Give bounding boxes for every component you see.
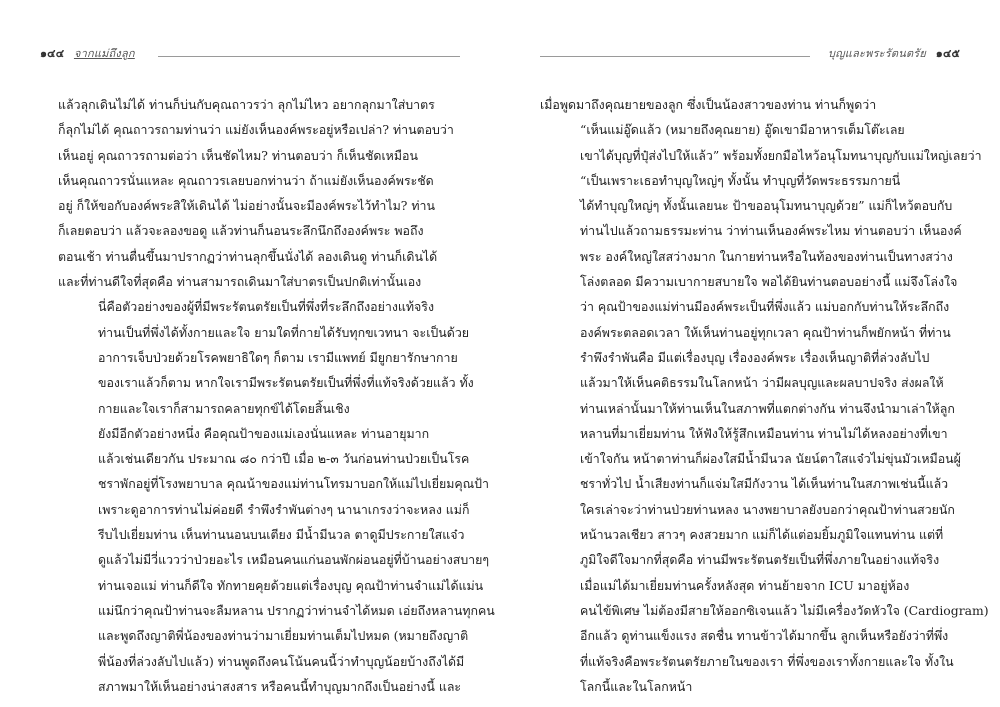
text-line: เห็นคุณถาวรนั่นแหละ คุณถาวรเลยบอกท่านว่า ถ้าแม่ยังเห็นองค์พระชัด <box>58 172 434 188</box>
left-body-text <box>58 92 495 699</box>
text-line: แล้วเช่นเดียวกัน ประมาณ ๘๐ กว่าปี เมื่อ ๒-๓ วันก่อนท่านป่วยเป็นโรค <box>98 451 470 467</box>
right-running-header <box>540 44 960 62</box>
text-line: แม่นึกว่าคุณป้าท่านจะลืมหลาน ปรากฏว่าท่านจำได้หมด เอ่ยถึงหลานทุกคน <box>98 602 495 618</box>
text-line: ที่แท้จริงคือพระรัตนตรัยภายในของเรา ที่พึ่งของเราทั้งกายและใจ ทั้งใน <box>580 653 954 669</box>
text-line: ท่านเหล่านั้นมาให้ท่านเห็นในสภาพที่แตกต่างกัน ท่านจึงนำมาเล่าให้ลูก <box>580 400 955 416</box>
paragraph <box>540 117 982 168</box>
text-line: โล่งตลอด มีความเบากายสบายใจ พอได้ยินท่านตอบอย่างนี้ แม่จึงโล่งใจ <box>580 274 958 290</box>
text-line: ท่านเจอแม่ ท่านก็ดีใจ ทักทายคุยด้วยแต่เรื่องบุญ คุณป้าท่านจำแม่ได้แม่น <box>98 577 484 593</box>
text-line: และพูดถึงญาติพี่น้องของท่านว่ามาเยี่ยมท่านเต็มไปหมด (หมายถึงญาติ <box>98 628 469 644</box>
text-line: ท่านเป็นที่พึ่งได้ทั้งกายและใจ ยามใดที่กายได้รับทุกขเวทนา จะเป็นด้วย <box>98 324 470 340</box>
text-line: อาการเจ็บป่วยด้วยโรคพยาธิใดๆ ก็ตาม เรามีแพทย์ มียูกยารักษากาย <box>98 349 458 365</box>
left-running-header <box>40 44 460 62</box>
right-page <box>500 0 1000 707</box>
text-line: กายและใจเราก็สามารถคลายทุกข์ได้โดยสิ้นเชิง <box>98 400 350 416</box>
text-line: อยู่ ก็ให้ขอกับองค์พระสิให้เดินได้ ไม่อย่างนั้นจะมีองค์พระไว้ทำไม? ท่าน <box>58 198 435 214</box>
text-line: สภาพมาให้เห็นอย่างน่าสงสาร หรือคนนี้ทำบุญมากถึงเป็นอย่างนี้ และ <box>98 678 462 694</box>
text-line: ได้ทำบุญใหญ่ๆ ทั้งนั้นเลยนะ ป้าขออนุโมทนาบุญด้วย” แม่ก็ไหว้ตอบกับ <box>580 198 953 214</box>
paragraph <box>540 168 962 573</box>
paragraph <box>58 294 474 420</box>
paragraph <box>540 92 940 117</box>
paragraph <box>58 92 454 294</box>
text-line: เห็นอยู่ คุณถาวรถามต่อว่า เห็นชัดไหม? ท่านตอบว่า ก็เห็นชัดเหมือน <box>58 147 418 163</box>
text-line: ท่านไปแล้วถามธรรมะท่าน ว่าท่านเห็นองค์พระไหม ท่านตอบว่า เห็นองค์ <box>580 223 962 239</box>
left-header-rule <box>158 56 460 57</box>
text-line: หน้านวลเชียว สาวๆ คงสวยมาก แม่ก็ได้แต่อมยิ้มภูมิใจแทนท่าน แต่ที่ <box>580 527 944 543</box>
text-line: ยังมีอีกตัวอย่างหนึ่ง คือคุณป้าของแม่เองนั่นแหละ ท่านอายุมาก <box>98 425 430 441</box>
text-line: แล้วลุกเดินไม่ได้ ท่านก็บ่นกับคุณถาวรว่า ลุกไม่ไหว อยากลุกมาใส่บาตร <box>58 97 435 112</box>
text-line: ใครเล่าจะว่าท่านป่วยท่านหลง นางพยาบาลยังบอกว่าคุณป้าท่านสวยนัก <box>580 501 955 517</box>
text-line: ตอนเช้า ท่านตื่นขึ้นมาปรากฏว่าท่านลุกขึ้นนั่งได้ ลองเดินดู ท่านก็เดินได้ <box>58 248 438 264</box>
text-line: รีบไปเยี่ยมท่าน เห็นท่านนอนบนเตียง มีน้ำมีนวล ตาดูมีประกายใสแจ๋ว <box>98 527 465 543</box>
text-line: พี่น้องที่ล่วงลับไปแล้ว) ท่านพูดถึงคนโน้นคนนี้ว่าทำบุญน้อยบ้างถึงได้มี <box>98 653 465 669</box>
text-line: เขาได้บุญที่ปุ๋ส่งไปให้แล้ว” พร้อมทั้งยกมือไหว้อนุโมทนาบุญกับแม่ใหญ่เลยว่า <box>580 147 982 163</box>
right-header-rule <box>540 56 810 57</box>
text-line: ดูแล้วไม่มีวี่แววว่าป่วยอะไร เหมือนคนแก่นอนพักผ่อนอยู่ที่บ้านอย่างสบายๆ <box>98 552 490 568</box>
text-line: เข้าใจกัน หน้าตาท่านก็ผ่องใสมีน้ำมีนวล นัยน์ตาใสแจ๋วไม่ขุ่นมัวเหมือนผู้ <box>580 451 961 467</box>
paragraph <box>58 421 495 699</box>
right-running-title: บุญและพระรัตนตรัย <box>828 47 927 60</box>
text-line: “เป็นเพราะเธอทำบุญใหญ่ๆ ทั้งนั้น ทำบุญที่วัดพระธรรมกายนี่ <box>580 172 901 188</box>
text-line: ว่า คุณป้าของแม่ท่านมีองค์พระเป็นที่พึ่งแล้ว แม่บอกกับท่านให้ระลึกถึง <box>580 299 950 315</box>
text-line: องค์พระตลอดเวลา ให้เห็นท่านอยู่ทุกเวลา คุณป้าท่านก็พยักหน้า ที่ท่าน <box>580 324 951 340</box>
text-line: ของเราแล้วก็ตาม หากใจเรามีพระรัตนตรัยเป็นที่พึ่งที่แท้จริงด้วยแล้ว ทั้ง <box>98 375 474 391</box>
text-line: หลานที่มาเยี่ยมท่าน ให้ฟังให้รู้สึกเหมือนท่าน ท่านไม่ได้หลงอย่างที่เขา <box>580 425 948 441</box>
paragraph <box>540 573 989 699</box>
text-line: และที่ท่านดีใจที่สุดคือ ท่านสามารถเดินมาใส่บาตรเป็นปกติเท่านั้นเอง <box>58 274 422 290</box>
text-line: “เห็นแม่อู๊ดแล้ว (หมายถึงคุณยาย) อู๊ดเขามีอาหารเต็มโต๊ะเลย <box>580 122 905 138</box>
text-line: นี่คือตัวอย่างของผู้ที่มีพระรัตนตรัยเป็นที่พึ่งที่ระลึกถึงอย่างแท้จริง <box>98 299 434 315</box>
text-line: โลกนี้และในโลกหน้า <box>580 678 693 694</box>
left-page-number: ๑๔๔ <box>40 47 65 60</box>
text-line: แล้วมาให้เห็นคติธรรมในโลกหน้า ว่ามีผลบุญและผลบาปจริง ส่งผลให้ <box>580 375 944 391</box>
text-line: เมื่อพูดมาถึงคุณยายของลูก ซึ่งเป็นน้องสาวของท่าน ท่านก็พูดว่า <box>540 97 877 112</box>
right-body-text <box>540 92 989 699</box>
text-line: ชราพักอยู่ที่โรงพยาบาล คุณน้าของแม่ท่านโทรมาบอกให้แม่ไปเยี่ยมคุณป้า <box>98 476 489 492</box>
text-line: เพราะดูอาการท่านไม่ค่อยดี รำพึงรำพันต่างๆ นานาเกรงว่าจะหลง แม่ก็ <box>98 501 470 517</box>
text-line: พระ องค์ใหญ่ใสสว่างมาก ในกายท่านหรือในท้องของท่านเป็นทางสว่าง <box>580 248 953 264</box>
text-line: ก็ลุกไม่ได้ คุณถาวรถามท่านว่า แม่ยังเห็นองค์พระอยู่หรือเปล่า? ท่านตอบว่า <box>58 122 454 138</box>
text-line: เมื่อแม่ได้มาเยี่ยมท่านครั้งหลังสุด ท่านย้ายจาก ICU มาอยู่ห้อง <box>580 577 910 593</box>
text-line: คนไข้พิเศษ ไม่ต้องมีสายให้ออกซิเจนแล้ว ไม่มีเครื่องวัดหัวใจ (Cardiogram) <box>580 602 989 618</box>
text-line: รำพึงรำพันคือ มีแต่เรื่องบุญ เรื่ององค์พระ เรื่องเห็นญาติที่ล่วงลับไป <box>580 349 930 365</box>
right-page-number: ๑๔๕ <box>935 47 960 60</box>
text-line: ก็เลยตอบว่า แล้วจะลองขอดู แล้วท่านก็นอนระลึกนึกถึงองค์พระ พอถึง <box>58 223 424 239</box>
text-line: อีกแล้ว ดูท่านแข็งแรง สดชื่น ทานข้าวได้มากขึ้น ลูกเห็นหรือยังว่าที่พึ่ง <box>580 628 949 644</box>
text-line: ภูมิใจดีใจมากที่สุดคือ ท่านมีพระรัตนตรัยเป็นที่พึ่งภายในอย่างแท้จริง <box>580 552 940 568</box>
text-line: ชราทั่วไป น้ำเสียงท่านก็แจ่มใสมีกังวาน ได้เห็นท่านในสภาพเช่นนี้แล้ว <box>580 476 949 492</box>
left-running-title: จากแม่ถึงลูก <box>73 47 135 60</box>
